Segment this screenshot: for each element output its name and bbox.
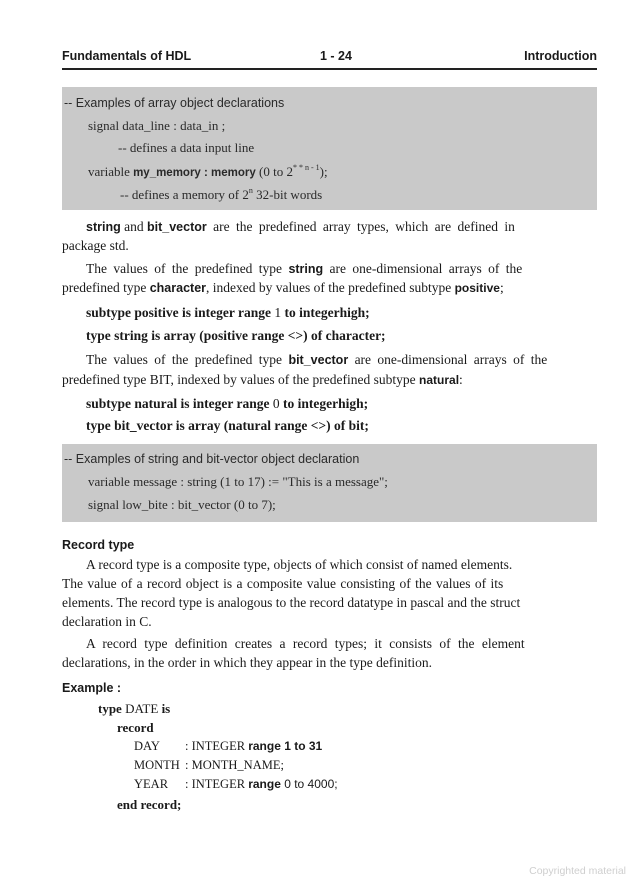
header-book-title: Fundamentals of HDL [62, 49, 192, 63]
code-text: (1 to 17) := "This is a message"; [216, 474, 388, 489]
box-heading: -- Examples of string and bit-vector object declaration [64, 452, 360, 466]
code-keyword: range [248, 739, 281, 753]
code-text: : INTEGER [185, 739, 249, 753]
code-text: : data_in ; [169, 118, 226, 133]
code-keyword: type [98, 701, 122, 716]
text: predefined type [62, 280, 150, 295]
code-text: : MONTH_NAME; [185, 758, 284, 772]
text: and [120, 219, 147, 234]
code-keyword: end record; [117, 797, 182, 812]
paragraph-line: elements. The record type is analogous to the record datatype in pascal and the struct [62, 595, 521, 610]
example-label: Example : [62, 681, 122, 695]
code-text: (0 to 2 [255, 164, 293, 179]
text: are one-dimensional arrays of the [323, 261, 523, 276]
code-text: (0 to 7); [230, 497, 276, 512]
code-line [117, 797, 181, 813]
code-line [98, 701, 170, 717]
box-code-line [88, 497, 276, 513]
keyword: bit_vector [288, 353, 349, 367]
header-page-number: 1 - 24 [320, 49, 352, 63]
paragraph-line: package std. [62, 238, 129, 253]
code-line [86, 396, 368, 412]
code-keyword: range [248, 777, 281, 791]
paragraph-line [86, 219, 515, 235]
code-keyword: my_memory : memory [129, 167, 256, 179]
text: are the predefined array types, which are defined in [206, 219, 515, 234]
header-rule [62, 68, 597, 70]
code-keyword: to integerhigh; [283, 396, 369, 411]
code-keyword: signal data_line [88, 118, 170, 133]
keyword: natural [419, 373, 460, 387]
paragraph-line [62, 280, 504, 296]
code-text: 1 to 31 [280, 739, 323, 753]
code-keyword: to integerhigh; [284, 305, 370, 320]
record-field-type [185, 777, 338, 792]
watermark: Copyrighted material [529, 865, 626, 877]
record-field-name: YEAR [134, 777, 169, 791]
code-text: 1 [271, 305, 285, 320]
page-header [62, 49, 597, 67]
code-text: : INTEGER [185, 777, 249, 791]
header-chapter-title: Introduction [524, 49, 597, 63]
keyword: character [149, 281, 207, 295]
example-box-string-declarations [62, 444, 597, 522]
comment-text: -- defines a memory of 2 [120, 187, 249, 202]
paragraph-line: declarations, in the order in which they appear in the type definition. [62, 655, 433, 670]
record-field-name: DAY [134, 739, 160, 753]
paragraph-line: declaration in C. [62, 614, 152, 629]
code-text: 0 to 4000; [280, 777, 338, 791]
exponent: n [248, 186, 253, 195]
paragraph-line [86, 261, 522, 277]
text: are one-dimensional arrays of the [348, 352, 548, 367]
code-keyword: type bit_vector is array (natural range <>) of bit; [86, 418, 369, 433]
code-text: ); [319, 164, 328, 179]
paragraph-line: The value of a record object is a composite value consisting of the values of its [62, 576, 504, 591]
box-comment-line: -- defines a data input line [118, 140, 255, 155]
text: The values of the predefined type [86, 261, 289, 276]
code-text: DATE [121, 701, 162, 716]
code-keyword: is [161, 701, 171, 716]
paragraph-line: A record type definition creates a record types; it consists of the element [86, 636, 525, 651]
box-code-line [88, 163, 328, 180]
paragraph-line: A record type is a composite type, objects of which consist of named elements. [86, 557, 513, 572]
text: The values of the predefined type [86, 352, 289, 367]
keyword: positive [454, 281, 500, 295]
record-field-name: MONTH [134, 758, 180, 772]
paragraph-line [86, 352, 547, 368]
code-line [86, 305, 370, 321]
box-heading: -- Examples of array object declarations [64, 96, 285, 110]
example-box-array-declarations [62, 87, 597, 210]
code-line [86, 418, 369, 434]
paragraph-line [62, 372, 463, 388]
box-code-line [88, 474, 388, 490]
code-keyword: record [117, 720, 154, 735]
record-field-type [185, 758, 284, 773]
record-field-type [185, 739, 322, 754]
code-line [117, 720, 154, 736]
code-keyword: type string is array (positive range <>) of character; [86, 328, 386, 343]
text: : [459, 372, 463, 387]
section-heading: Record type [62, 538, 135, 552]
comment-text: 32-bit words [252, 187, 323, 202]
code-keyword: subtype positive is integer range [86, 305, 271, 320]
exponent: * * n - 1 [293, 163, 320, 172]
code-text: 0 [269, 396, 284, 411]
code-line [86, 328, 386, 344]
box-comment-line [120, 186, 322, 203]
code-keyword: subtype natural is integer range [86, 396, 270, 411]
box-code-line [88, 118, 225, 134]
text: ; [499, 280, 504, 295]
text: predefined type BIT, indexed by values of the predefined subtype [62, 372, 420, 387]
text: , indexed by values of the predefined subtype [206, 280, 455, 295]
keyword: string [288, 262, 324, 276]
code-keyword: variable message : string [88, 474, 217, 489]
code-keyword: signal low_bite : bit_vector [88, 497, 231, 512]
keyword: bit_vector [146, 220, 207, 234]
code-keyword: variable [88, 164, 130, 179]
keyword: string [86, 220, 121, 234]
